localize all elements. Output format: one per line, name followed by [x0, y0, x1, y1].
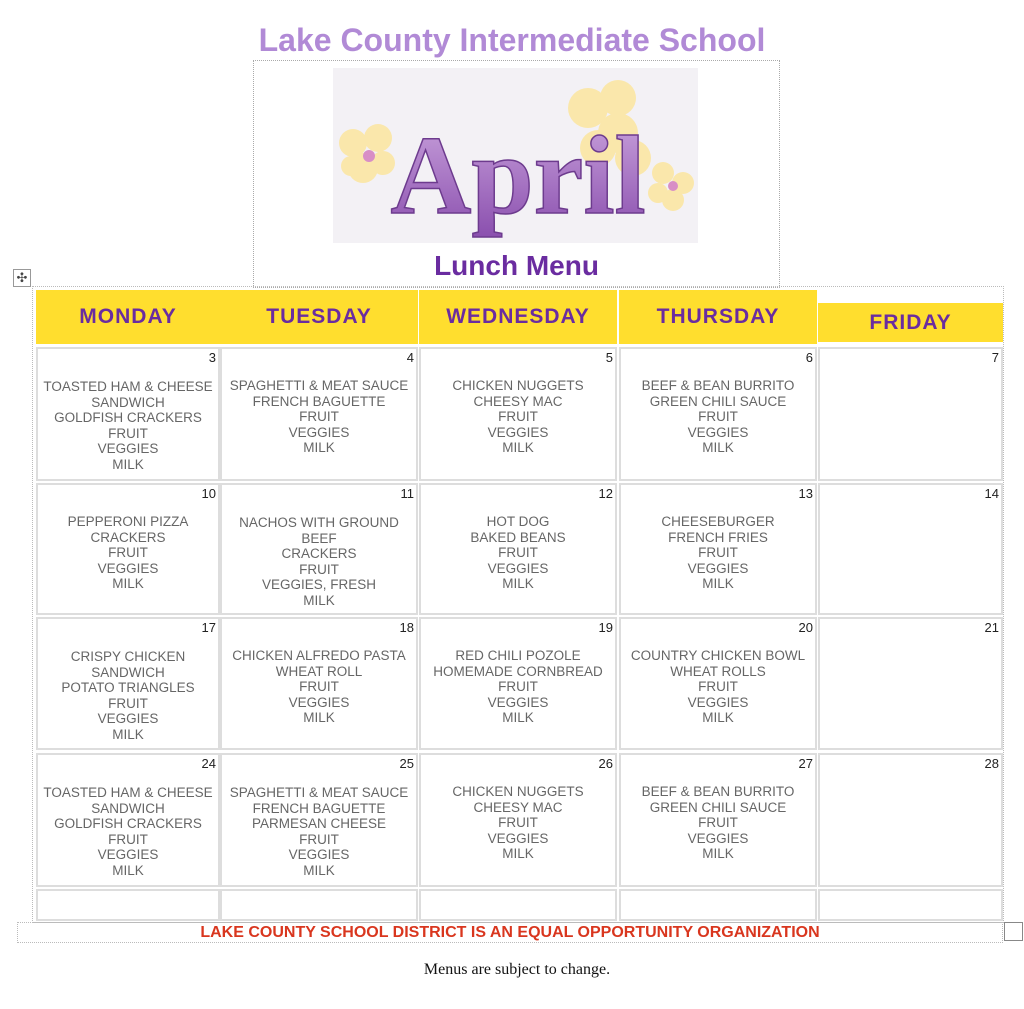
day-cell: [220, 753, 418, 887]
menu-item: VEGGIES: [687, 694, 749, 710]
day-cell: [818, 889, 1003, 921]
menu-calendar-table: [32, 286, 1004, 923]
day-header-monday: MONDAY: [36, 290, 220, 344]
menu-item: FRUIT: [498, 679, 538, 695]
date-number: 24: [201, 756, 216, 771]
change-note: Menus are subject to change.: [423, 961, 611, 978]
menu-item: CHICKEN NUGGETS: [452, 784, 584, 799]
menu-item: MILK: [702, 576, 734, 592]
menu-item: COUNTRY CHICKEN BOWL: [630, 648, 806, 663]
menu-item: SANDWICH: [91, 664, 165, 680]
menu-item: CRISPY CHICKEN: [70, 649, 186, 664]
menu-item: MILK: [702, 440, 734, 456]
day-cell: [818, 347, 1003, 481]
date-number: 28: [984, 756, 999, 771]
day-cell: [619, 753, 817, 887]
date-number: 17: [201, 620, 216, 635]
date-number: 7: [991, 350, 999, 365]
menu-item: FRUIT: [498, 545, 538, 561]
day-cell: [818, 617, 1003, 750]
date-number: 20: [798, 620, 813, 635]
date-number: 25: [399, 756, 414, 771]
menu-item: CHEESEBURGER: [661, 514, 775, 529]
menu-item: MILK: [502, 440, 534, 456]
day-cell: [419, 347, 617, 481]
menu-item: VEGGIES: [288, 847, 350, 863]
date-number: 26: [598, 756, 613, 771]
date-number: 10: [201, 486, 216, 501]
menu-items: [421, 784, 615, 862]
menu-item: GOLDFISH CRACKERS: [54, 410, 202, 426]
menu-item: MILK: [303, 862, 335, 878]
day-cell: [419, 483, 617, 615]
menu-item: FRUIT: [108, 545, 148, 561]
day-cell: [36, 347, 220, 481]
menu-item: FRENCH FRIES: [668, 529, 768, 545]
menu-item: GOLDFISH CRACKERS: [54, 816, 202, 832]
menu-item: VEGGIES: [487, 560, 549, 576]
day-cell: [36, 753, 220, 887]
menu-items: [421, 648, 615, 726]
menu-item: FRUIT: [108, 425, 148, 441]
day-cell: [818, 753, 1003, 887]
menu-item: BAKED BEANS: [470, 529, 566, 545]
menu-item: BEEF & BEAN BURRITO: [641, 784, 795, 799]
april-banner-image: [333, 68, 698, 243]
menu-item: FRUIT: [299, 561, 339, 577]
day-cell: [619, 617, 817, 750]
day-cell: [419, 753, 617, 887]
day-cell: [220, 617, 418, 750]
menu-item: TOASTED HAM & CHEESE: [43, 785, 213, 800]
menu-item: CHICKEN ALFREDO PASTA: [232, 648, 406, 663]
move-icon[interactable]: ✣: [13, 269, 31, 287]
menu-item: BEEF & BEAN BURRITO: [641, 378, 795, 393]
menu-item: BEEF: [301, 530, 337, 546]
menu-item: VEGGIES: [97, 560, 159, 576]
date-number: 27: [798, 756, 813, 771]
day-cell: [36, 617, 220, 750]
day-header-wednesday: WEDNESDAY: [419, 290, 617, 344]
menu-item: MILK: [112, 862, 144, 878]
menu-item: WHEAT ROLLS: [670, 663, 766, 679]
date-number: 11: [400, 486, 414, 501]
menu-item: VEGGIES: [687, 560, 749, 576]
menu-item: GREEN CHILI SAUCE: [649, 799, 787, 815]
menu-item: VEGGIES: [487, 424, 549, 440]
date-number: 18: [399, 620, 414, 635]
menu-item: MILK: [112, 456, 144, 472]
menu-item: FRUIT: [299, 679, 339, 695]
menu-item: FRENCH BAGUETTE: [252, 393, 386, 409]
day-header-friday: FRIDAY: [818, 303, 1003, 342]
menu-item: HOMEMADE CORNBREAD: [433, 663, 603, 679]
menu-item: MILK: [112, 576, 144, 592]
menu-item: FRUIT: [698, 679, 738, 695]
day-cell: [619, 483, 817, 615]
day-cell: [36, 889, 220, 921]
menu-item: CHEESY MAC: [473, 799, 563, 815]
menu-item: SANDWICH: [91, 394, 165, 410]
menu-items: [421, 514, 615, 592]
menu-items: [222, 378, 416, 456]
menu-item: RED CHILI POZOLE: [455, 648, 581, 663]
menu-item: VEGGIES: [97, 847, 159, 863]
menu-item: VEGGIES: [97, 441, 159, 457]
menu-item: VEGGIES: [687, 424, 749, 440]
menu-item: FRUIT: [498, 815, 538, 831]
menu-items: [621, 514, 815, 592]
day-cell: [220, 889, 418, 921]
menu-item: MILK: [112, 726, 144, 742]
menu-items: [421, 378, 615, 456]
day-cell: [36, 483, 220, 615]
menu-item: MILK: [502, 846, 534, 862]
menu-item: MILK: [702, 846, 734, 862]
menu-item: MILK: [303, 710, 335, 726]
menu-item: CRACKERS: [281, 546, 357, 562]
menu-item: VEGGIES: [487, 830, 549, 846]
school-title: Lake County Intermediate School: [258, 22, 766, 58]
menu-item: FRUIT: [299, 409, 339, 425]
menu-item: SPAGHETTI & MEAT SAUCE: [229, 785, 409, 800]
menu-items: [222, 785, 416, 879]
menu-items: [222, 515, 416, 609]
menu-item: VEGGIES: [288, 424, 350, 440]
menu-item: MILK: [502, 576, 534, 592]
menu-item: FRUIT: [498, 409, 538, 425]
menu-item: VEGGIES: [687, 830, 749, 846]
menu-items: [621, 784, 815, 862]
menu-item: CRACKERS: [90, 529, 166, 545]
menu-item: MILK: [502, 710, 534, 726]
date-number: 13: [798, 486, 813, 501]
date-number: 3: [208, 350, 216, 365]
menu-item: FRUIT: [299, 831, 339, 847]
day-cell: [818, 483, 1003, 615]
menu-item: HOT DOG: [486, 514, 550, 529]
day-header-thursday: THURSDAY: [619, 290, 817, 344]
day-cell: [419, 889, 617, 921]
equal-opportunity-footer: LAKE COUNTY SCHOOL DISTRICT IS AN EQUAL OPPORTUNITY ORGANIZATION: [17, 922, 1003, 943]
menu-item: PEPPERONI PIZZA: [67, 514, 189, 529]
end-of-cell-marker: [1004, 922, 1023, 941]
menu-items: [38, 649, 218, 743]
day-cell: [619, 347, 817, 481]
subtitle: Lunch Menu: [434, 250, 599, 281]
svg-text:April: April: [390, 114, 646, 238]
menu-item: CHICKEN NUGGETS: [452, 378, 584, 393]
menu-item: VEGGIES: [487, 694, 549, 710]
menu-item: SPAGHETTI & MEAT SAUCE: [229, 378, 409, 393]
date-number: 12: [598, 486, 613, 501]
day-header-tuesday: TUESDAY: [220, 290, 418, 344]
menu-item: FRUIT: [698, 545, 738, 561]
menu-item: SANDWICH: [91, 800, 165, 816]
menu-item: MILK: [303, 440, 335, 456]
menu-item: POTATO TRIANGLES: [61, 680, 195, 696]
menu-item: VEGGIES: [288, 694, 350, 710]
menu-items: [38, 514, 218, 592]
day-cell: [619, 889, 817, 921]
menu-items: [38, 785, 218, 879]
date-number: 14: [984, 486, 999, 501]
menu-item: TOASTED HAM & CHEESE: [43, 379, 213, 394]
menu-item: MILK: [702, 710, 734, 726]
menu-item: PARMESAN CHEESE: [251, 816, 387, 832]
menu-item: VEGGIES: [97, 711, 159, 727]
day-cell: [220, 347, 418, 481]
menu-item: WHEAT ROLL: [275, 663, 363, 679]
menu-items: [222, 648, 416, 726]
menu-item: CHEESY MAC: [473, 393, 563, 409]
menu-item: FRUIT: [698, 815, 738, 831]
day-cell: [220, 483, 418, 615]
date-number: 21: [984, 620, 999, 635]
menu-items: [621, 648, 815, 726]
date-number: 19: [598, 620, 613, 635]
menu-items: [621, 378, 815, 456]
menu-item: NACHOS WITH GROUND: [239, 515, 399, 530]
date-number: 6: [805, 350, 813, 365]
menu-item: FRUIT: [698, 409, 738, 425]
menu-items: [38, 379, 218, 473]
menu-item: FRUIT: [108, 831, 148, 847]
menu-item: FRUIT: [108, 695, 148, 711]
menu-item: GREEN CHILI SAUCE: [649, 393, 787, 409]
menu-item: VEGGIES, FRESH: [261, 577, 377, 593]
date-number: 4: [406, 350, 414, 365]
date-number: 5: [605, 350, 613, 365]
menu-item: FRENCH BAGUETTE: [252, 800, 386, 816]
day-cell: [419, 617, 617, 750]
menu-item: MILK: [303, 592, 335, 608]
